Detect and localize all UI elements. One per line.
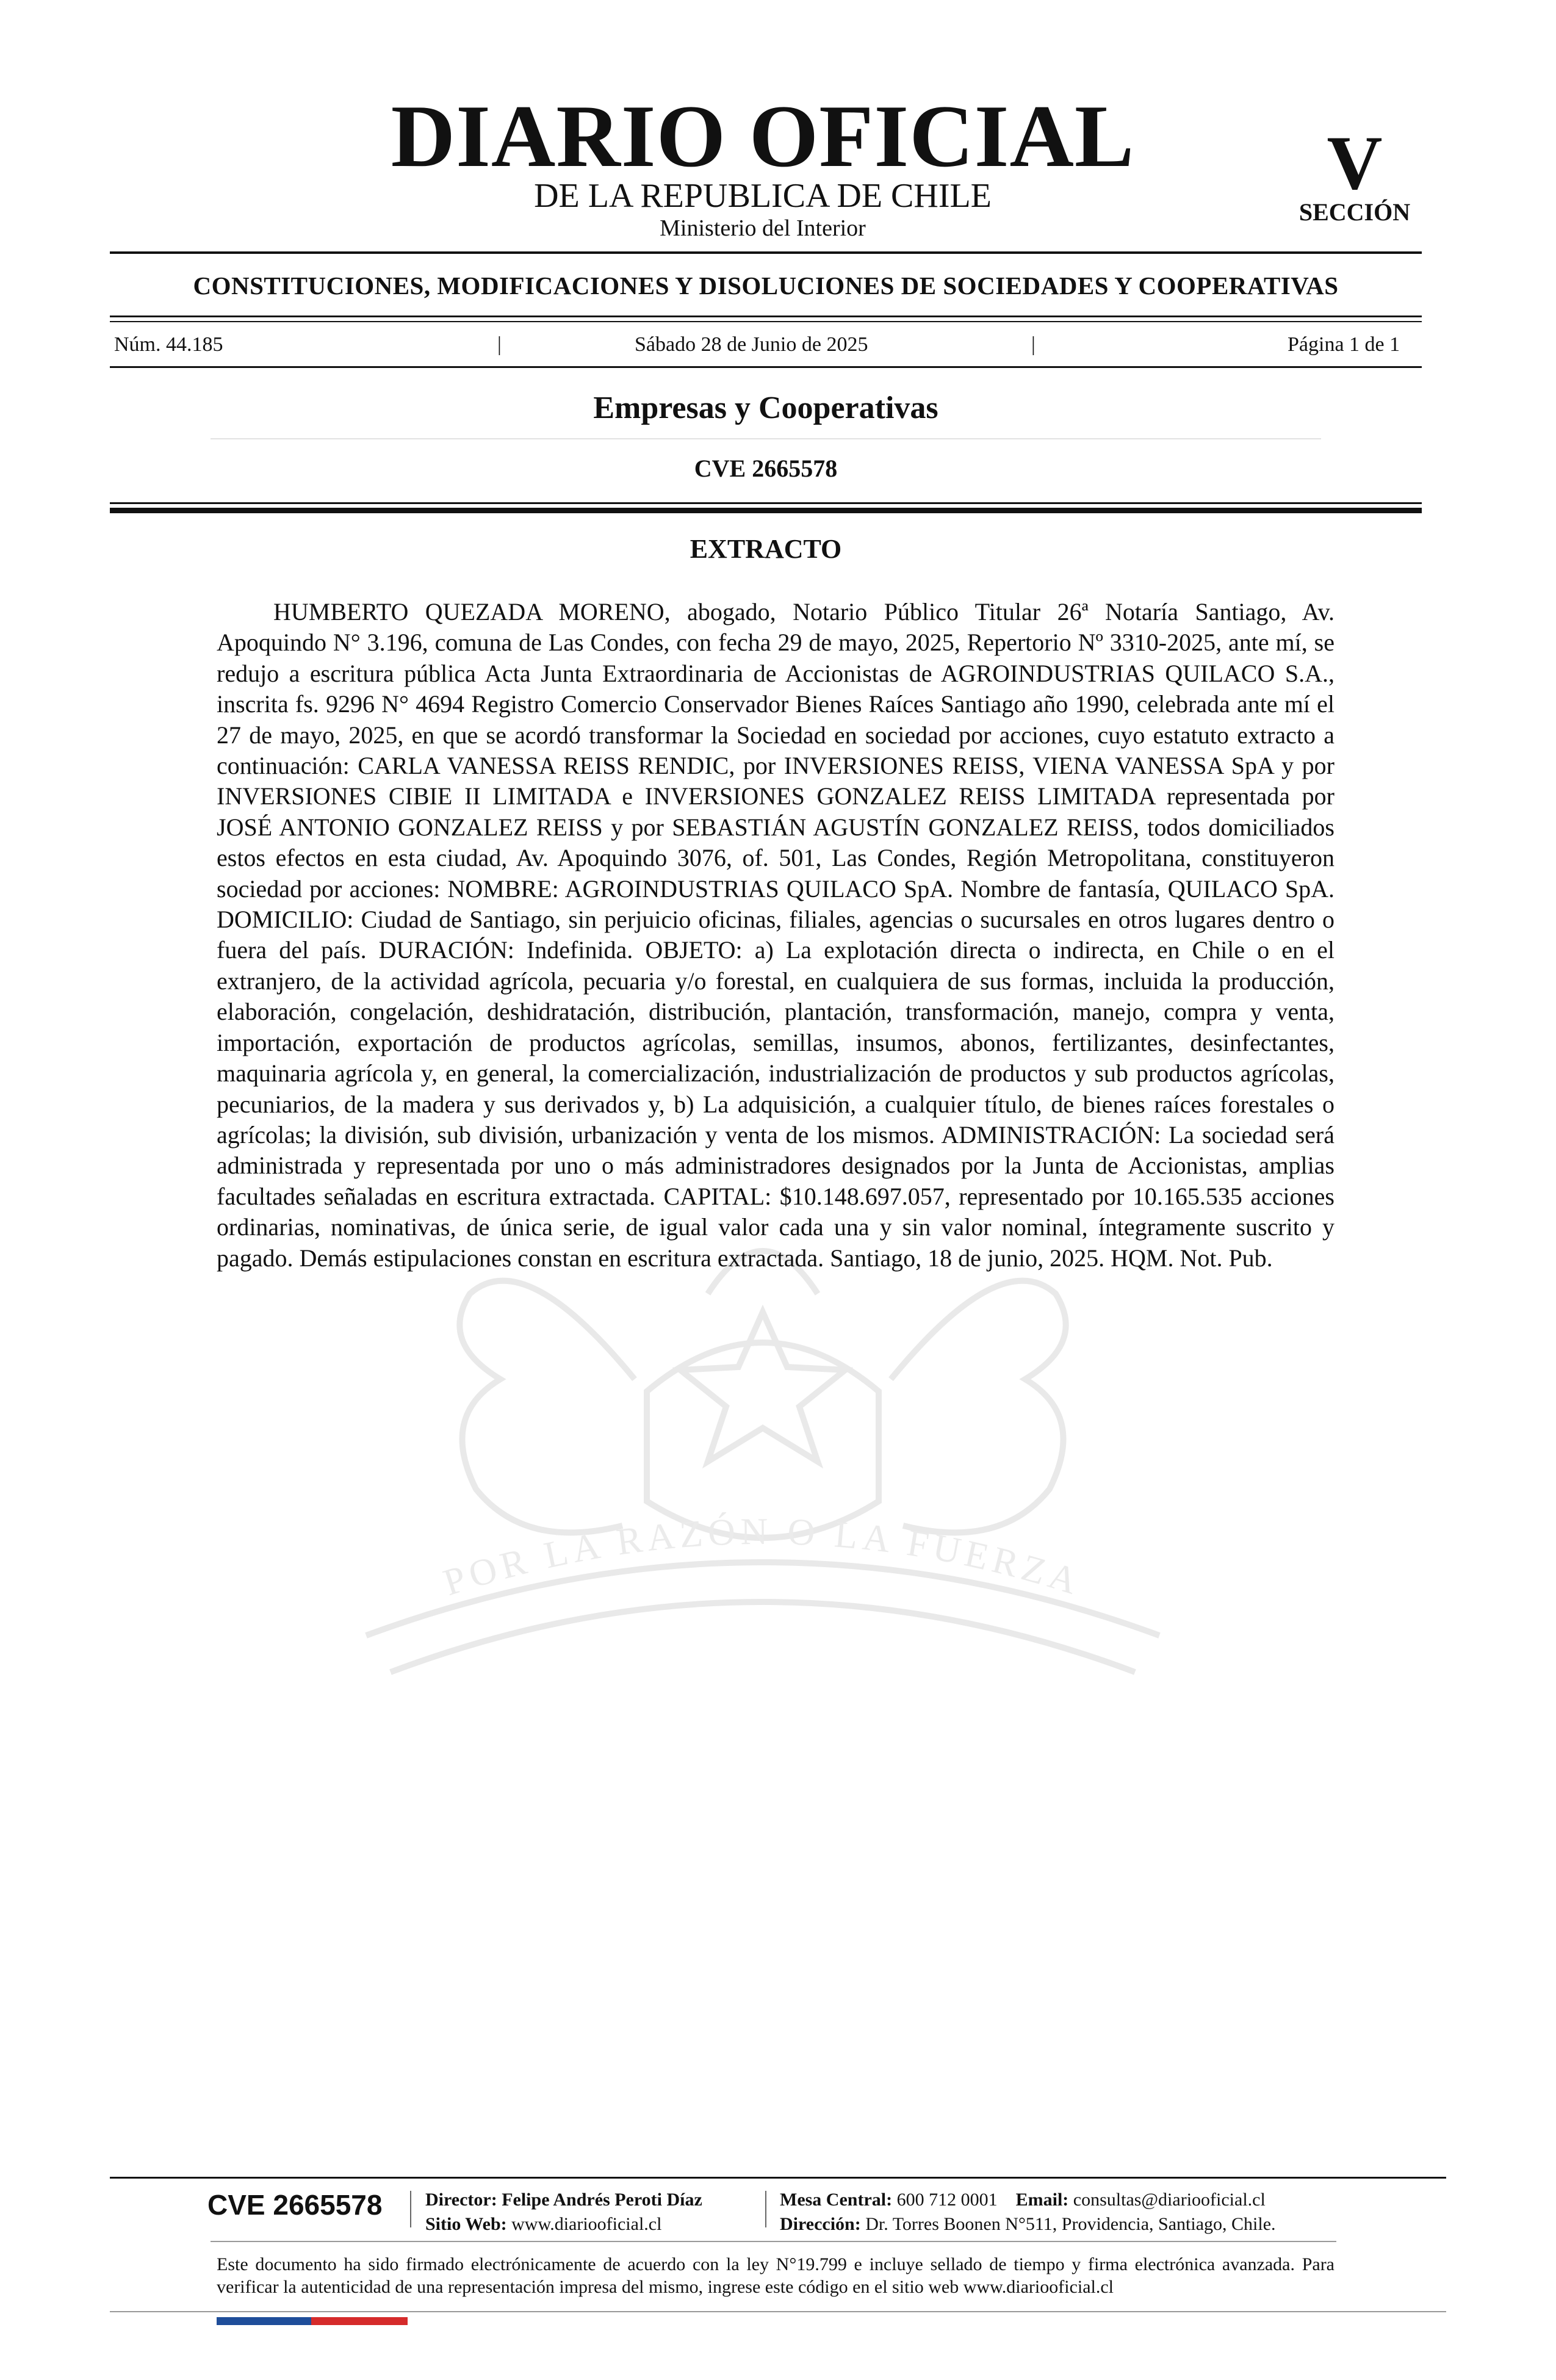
address-label: Dirección: xyxy=(780,2214,861,2234)
masthead-title: DIARIO OFICIAL xyxy=(391,87,1135,186)
email-link[interactable]: consultas@diariooficial.cl xyxy=(1073,2190,1266,2210)
issue-date: Sábado 28 de Junio de 2025 xyxy=(635,333,868,356)
director-label: Director: xyxy=(425,2190,497,2210)
category-title: Empresas y Cooperativas xyxy=(593,391,938,425)
mesa-phone: 600 712 0001 xyxy=(896,2190,998,2210)
footer-separator xyxy=(765,2191,766,2227)
svg-text:POR LA RAZÓN O LA FUERZA xyxy=(439,1511,1087,1604)
masthead-ministry: Ministerio del Interior xyxy=(660,215,866,241)
issue-number: Núm. 44.185 xyxy=(114,333,223,356)
footer-rule-mid xyxy=(211,2241,1336,2242)
site-link[interactable]: www.diariooficial.cl xyxy=(511,2214,662,2234)
footer-rule-top xyxy=(110,2177,1446,2179)
page-indicator: Página 1 de 1 xyxy=(1288,333,1400,356)
footer-cve-code: CVE 2665578 xyxy=(207,2189,383,2221)
flag-stripe-red xyxy=(311,2317,408,2325)
header-bottom-rule-thick xyxy=(110,508,1422,513)
cve-code: CVE 2665578 xyxy=(694,455,838,482)
address-value: Dr. Torres Boonen N°511, Providencia, Santiago, Chile. xyxy=(865,2214,1276,2234)
category-rule xyxy=(211,438,1321,439)
footer-address xyxy=(780,2215,1276,2234)
meta-separator: | xyxy=(497,333,502,356)
email-label: Email: xyxy=(1015,2190,1069,2210)
footer-site xyxy=(425,2215,661,2234)
flag-stripe-blue xyxy=(217,2317,311,2325)
director-name: Felipe Andrés Peroti Díaz xyxy=(502,2190,702,2210)
section-title: CONSTITUCIONES, MODIFICACIONES Y DISOLUCIONES DE SOCIEDADES Y COOPERATIVAS xyxy=(193,272,1339,300)
header-bottom-rule-thin xyxy=(110,502,1422,504)
footer-director xyxy=(425,2191,702,2209)
masthead-rule xyxy=(110,251,1422,254)
site-label: Sitio Web: xyxy=(425,2214,507,2234)
section-label: SECCIÓN xyxy=(1298,198,1411,226)
meta-separator: | xyxy=(1031,333,1036,356)
footer-contact xyxy=(780,2191,1266,2209)
document-body: HUMBERTO QUEZADA MORENO, abogado, Notario Público Titular 26ª Notaría Santiago, Av. Apoquindo N° 3.196, comuna de Las Condes, con fecha 29 de mayo, 2025, Repertorio Nº 3310-2025, ante mí, se redujo a escritura pública Acta Junta Extraordinaria de Accionistas de AGROINDUSTRIAS QUILACO S.A., inscrita fs. 9296 N° 4694 Registro Comercio Conservador Bienes Raíces Santiago año 1990, celebrada ante mí el 27 de mayo, 2025, en que se acordó transformar la Sociedad en sociedad por acciones, cuyo estatuto extracto a continuación: CARLA VANESSA REISS RENDIC, por INVERSIONES REISS, VIENA VANESSA SpA y por INVERSIONES CIBIE II LIMITADA e INVERSIONES GONZALEZ REISS LIMITADA representada por JOSÉ ANTONIO GONZALEZ REISS y por SEBASTIÁN AGUSTÍN GONZALEZ REISS, todos domiciliados estos efectos en esta ciudad, Av. Apoquindo 3076, of. 501, Las Condes, Región Metropolitana, constituyeron sociedad por acciones: NOMBRE: AGROINDUSTRIAS QUILACO SpA. Nombre de fantasía, QUILACO SpA. DOMICILIO: Ciudad de Santiago, sin perjuicio oficinas, filiales, agencias o sucursales en otros lugares dentro o fuera del país. DURACIÓN: Indefinida. OBJETO: a) La explotación directa o indirecta, en Chile o en el extranjero, de la actividad agrícola, pecuaria y/o forestal, en cualquiera de sus formas, incluida la producción, elaboración, congelación, deshidratación, distribución, plantación, transformación, manejo, compra y venta, importación, exportación de productos agrícolas, semillas, insumos, abonos, fertilizantes, desinfectantes, maquinaria agrícola y, en general, la comercialización, industrialización de productos y sub productos agrícolas, pecuniarios, de la madera y sus derivados y, b) La adquisición, a cualquier título, de bienes raíces forestales o agrícolas; la división, sub división, urbanización y venta de los mismos. ADMINISTRACIÓN: La sociedad será administrada y representada por uno o más administradores designados por la Junta de Accionistas, amplias facultades señaladas en escritura extractada. CAPITAL: $10.148.697.057, representado por 10.165.535 acciones ordinarias, nominativas, de única serie, de igual valor cada una y sin valor nominal, íntegramente suscrito y pagado. Demás estipulaciones constan en escritura extractada. Santiago, 18 de junio, 2025. HQM. Not. Pub. xyxy=(217,598,1334,1272)
meta-rule xyxy=(110,366,1422,368)
watermark-motto: POR LA RAZÓN O LA FUERZA xyxy=(438,1510,1087,1604)
mesa-label: Mesa Central: xyxy=(780,2190,893,2210)
section-rule-bottom xyxy=(110,321,1422,322)
footer-separator xyxy=(410,2191,411,2227)
footer-notice: Este documento ha sido firmado electrónicamente de acuerdo con la ley N°19.799 e incluye sellado de tiempo y firma electrónica avanzada. Para verificar la autenticidad de una representación impresa del mismo, ingrese este código en el sitio web www.diariooficial.cl xyxy=(217,2254,1334,2297)
section-rule-top xyxy=(110,316,1422,317)
document-heading: EXTRACTO xyxy=(690,534,842,564)
footer-rule-bottom xyxy=(110,2311,1446,2312)
masthead-subtitle: DE LA REPUBLICA DE CHILE xyxy=(534,177,992,215)
section-roman-numeral: V xyxy=(1327,121,1383,206)
